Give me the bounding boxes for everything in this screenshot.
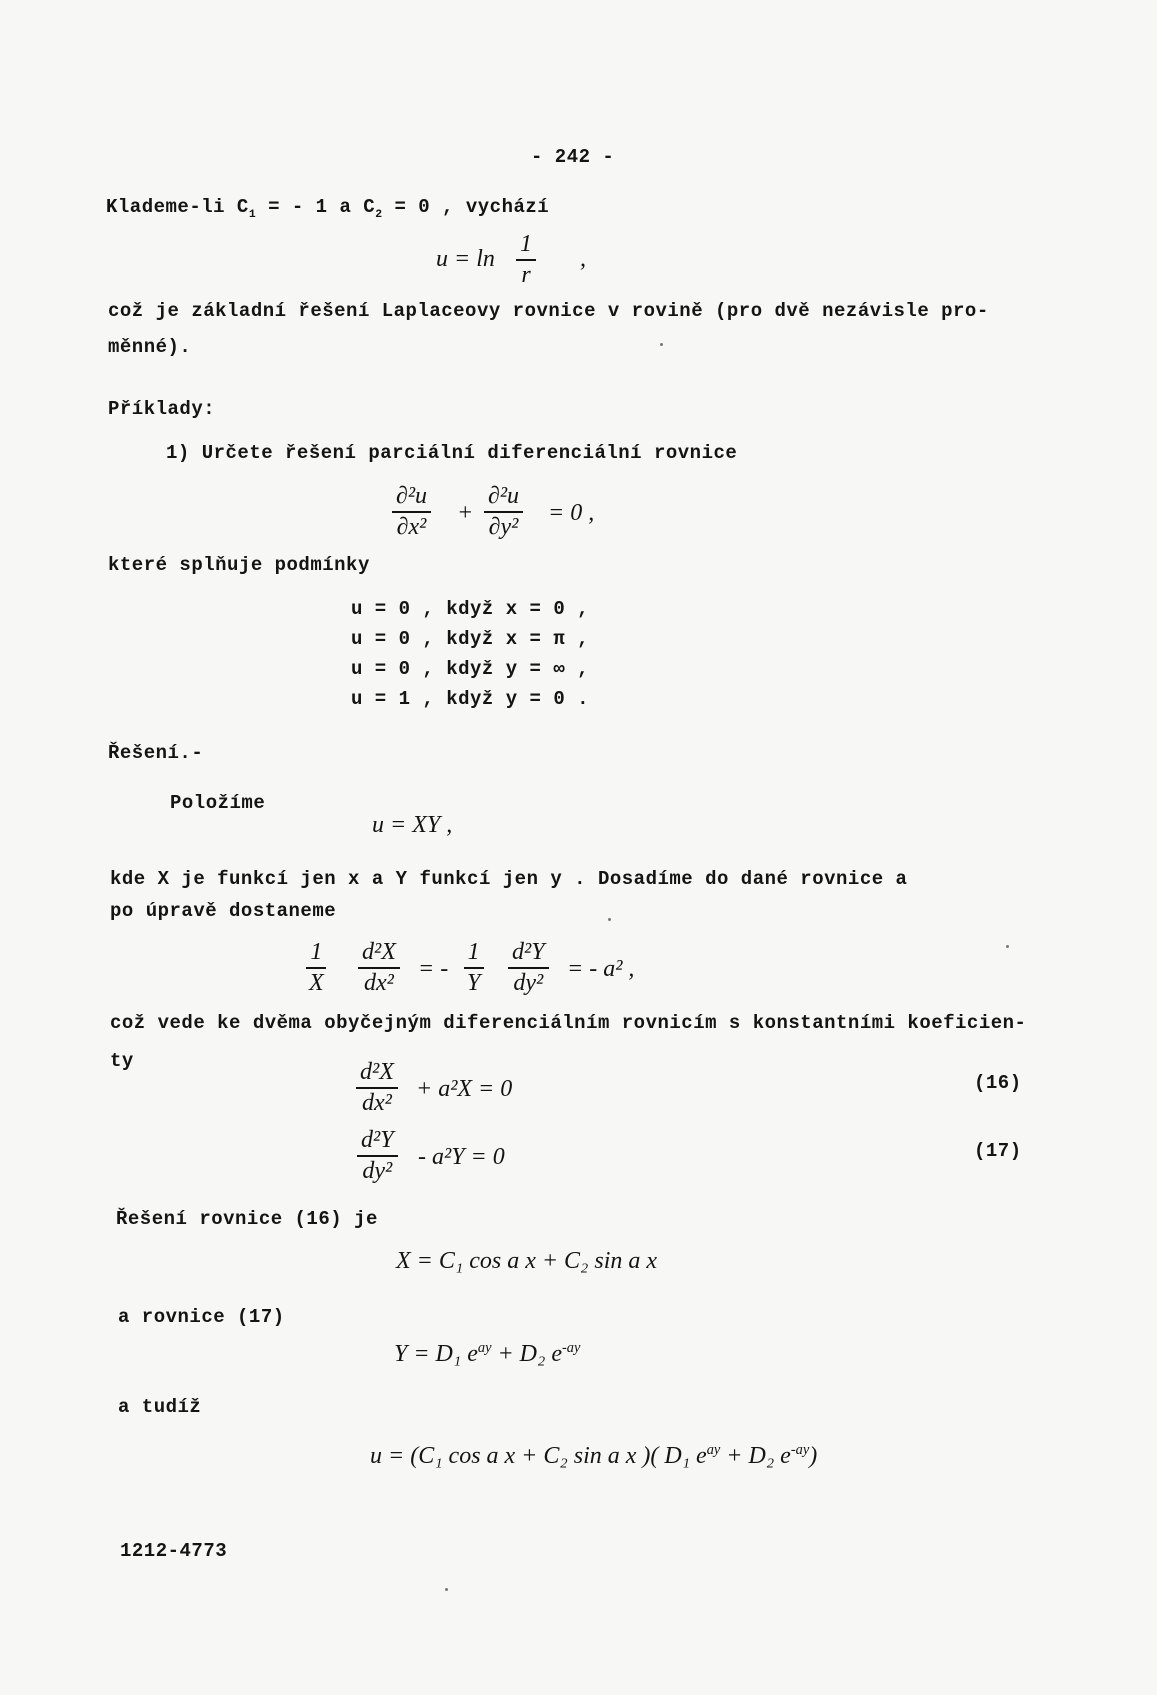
laplace-paragraph-line2: měnné). [108, 336, 192, 358]
sol17-part-b: + D₂ e [491, 1341, 562, 1367]
scan-speck [445, 1588, 448, 1591]
final-part-b: + D₂ e [720, 1443, 791, 1469]
condition-4: u = 1 , když y = 0 . [351, 688, 590, 710]
sep-d2-num: d²Y [508, 940, 549, 969]
sep-equals-minus: = - [418, 956, 449, 982]
intro-text-b: = - 1 a C [268, 196, 376, 218]
sep-f2-num: 1 [464, 940, 484, 969]
scan-speck [660, 343, 663, 346]
ode17-num: d²Y [357, 1128, 398, 1157]
sol16-intro: Řešení rovnice (16) je [116, 1208, 378, 1230]
fraction-denominator: r [521, 262, 531, 289]
polozime-label: Položíme [170, 792, 266, 814]
fraction-numerator: 1 [516, 232, 536, 261]
sol16-equation: X = C₁ cos a x + C₂ sin a x [396, 1248, 658, 1274]
laplace-paragraph-line1: což je základní řešení Laplaceovy rovnice v rovině (pro dvě nezávisle pro- [108, 300, 989, 322]
scan-speck [1006, 945, 1009, 948]
sol17-part-a: Y = D₁ e [394, 1341, 478, 1367]
sep-d2-den: dy² [513, 970, 544, 997]
pde-plus: + [457, 500, 474, 526]
intro-text-a: Klademe-li C [106, 196, 249, 218]
tudiz-label: a tudíž [118, 1396, 202, 1418]
sep-frac-1-over-x [305, 940, 328, 996]
final-exp-2: -ay [790, 1442, 810, 1458]
separation-ansatz: u = XY , [372, 812, 453, 838]
log-solution-comma: , [580, 246, 586, 272]
scan-speck [608, 918, 611, 921]
pde-term-x-numerator: ∂²u [392, 484, 431, 513]
pde-rhs: = 0 , [548, 500, 595, 526]
sol17-equation [394, 1340, 580, 1368]
ode16-rest: + a²X = 0 [416, 1076, 513, 1102]
sep-f1-den: X [309, 970, 324, 997]
final-part-c: ) [809, 1443, 818, 1469]
ode16-den: dx² [362, 1090, 392, 1117]
final-exp-1: ay [706, 1442, 721, 1458]
condition-2: u = 0 , když x = π , [351, 628, 590, 650]
equation-label-17: (17) [974, 1140, 1022, 1162]
footer-code: 1212-4773 [120, 1540, 228, 1562]
sep-f2-den: Y [467, 970, 481, 997]
ode16-derivative [356, 1060, 398, 1116]
c2-subscript: 2 [375, 208, 383, 221]
solution-text-line4: ty [110, 1050, 134, 1072]
sep-d1-num: d²X [358, 940, 400, 969]
condition-1: u = 0 , když x = 0 , [351, 598, 590, 620]
pde-term-y-denominator: ∂y² [488, 514, 519, 541]
pde-term-x-denominator: ∂x² [396, 514, 427, 541]
sol17-exp-1: ay [477, 1340, 492, 1356]
example-1-statement: 1) Určete řešení parciální diferenciální rovnice [166, 442, 738, 464]
solution-text-line1: kde X je funkcí jen x a Y funkcí jen y . Dosadíme do dané rovnice a [110, 868, 908, 890]
ode17-derivative [357, 1128, 398, 1184]
pde-term-y-numerator: ∂²u [484, 484, 523, 513]
sep-deriv-x [358, 940, 400, 996]
ode16-num: d²X [356, 1060, 398, 1089]
condition-3: u = 0 , když y = ∞ , [351, 658, 590, 680]
final-solution [370, 1442, 817, 1470]
intro-text-c: = 0 , vychází [394, 196, 550, 218]
solution-text-line3: což vede ke dvěma obyčejným diferenciálním rovnicím s konstantními koeficien- [110, 1012, 1027, 1034]
ode17-rest: - a²Y = 0 [418, 1144, 505, 1170]
intro-line [106, 196, 549, 221]
page-number: - 242 - [531, 146, 615, 168]
conditions-intro: které splňuje podmínky [108, 554, 370, 576]
ode17-den: dy² [362, 1158, 393, 1185]
log-solution-lhs: u = ln [436, 246, 495, 272]
solution-text-line2: po úpravě dostaneme [110, 900, 337, 922]
sep-deriv-y [508, 940, 549, 996]
pde-term-y [484, 484, 523, 540]
c1-subscript: 1 [248, 208, 257, 221]
sep-f1-num: 1 [306, 940, 326, 969]
equation-label-16: (16) [974, 1072, 1022, 1094]
pde-term-x [392, 484, 431, 540]
sep-rhs: = - a² , [567, 956, 635, 982]
sep-frac-1-over-y [463, 940, 484, 996]
sol17-exp-2: -ay [562, 1340, 581, 1356]
examples-heading: Příklady: [108, 398, 216, 420]
final-part-a: u = (C₁ cos a x + C₂ sin a x )( D₁ e [370, 1443, 707, 1469]
sol17-intro: a rovnice (17) [118, 1306, 285, 1328]
sep-d1-den: dx² [364, 970, 394, 997]
log-solution-fraction [516, 232, 536, 288]
solution-heading: Řešení.- [108, 742, 204, 764]
